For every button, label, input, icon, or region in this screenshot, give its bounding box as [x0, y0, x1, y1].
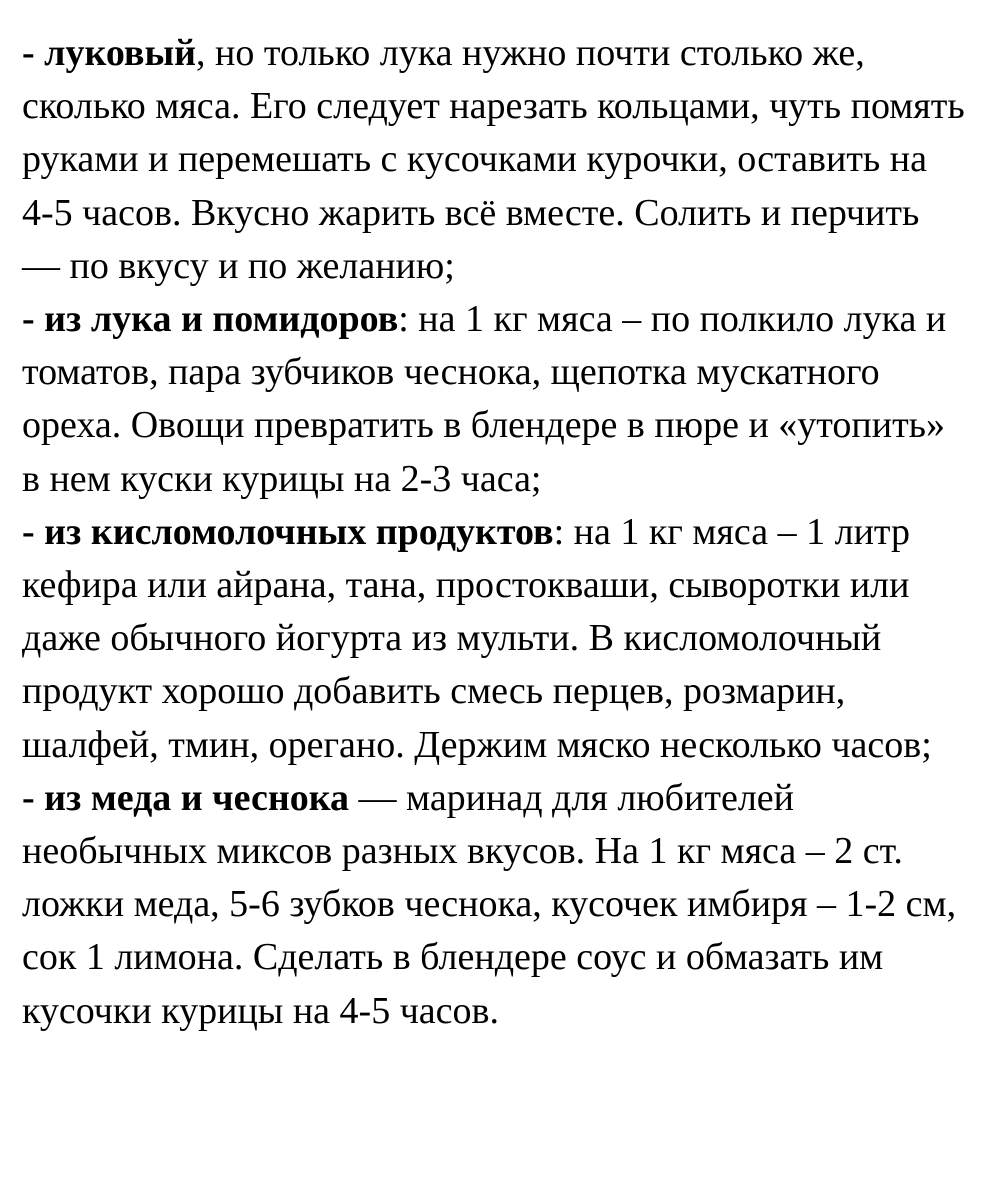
marinade-honey-garlic-title: - из меда и чеснока [22, 776, 350, 819]
marinade-onion-title: - луковый [22, 32, 197, 74]
marinade-honey-garlic-text: — маринад для любителей необычных миксов разных вкусов. На 1 кг мяса – 2 ст. ложки меда, 5-6 зубков чеснока, кусочек имбиря – 1-2 см, сок 1 лимона. Сделать в блендере соус и обмазать им кусочки курицы на 4-5 часов. [22, 776, 957, 1032]
marinade-onion-text: , но только лука нужно почти столько же, сколько мяса. Его следует нарезать кольцами, чуть помять руками и перемешать с кусочками курочки, оставить на 4-5 часов. Вкусно жарить всё вместе. Солить и перчить — по вкусу и по желанию; [22, 32, 965, 287]
marinade-onion-tomato-title: - из лука и помидоров [22, 298, 399, 341]
marinade-onion-tomato-text: : на 1 кг мяса – по полкило лука и томатов, пара зубчиков чеснока, щепотка мускатного ореха. Овощи превратить в блендере в пюре и «утопить» в нем куски курицы на 2-3 часа; [22, 298, 947, 500]
marinade-honey-garlic [22, 772, 965, 1038]
marinade-onion-tomato [22, 293, 965, 506]
marinade-dairy-text: : на 1 кг мяса – 1 литр кефира или айрана, тана, простокваши, сыворотки или даже обычного йогурта из мульти. В кисломолочный продукт хорошо добавить смесь перцев, розмарин, шалфей, тмин, орегано. Держим мяско несколько часов; [22, 510, 932, 766]
marinade-dairy [22, 506, 965, 772]
marinade-dairy-title: - из кисломолочных продуктов [22, 510, 554, 553]
marinade-onion [22, 27, 965, 293]
